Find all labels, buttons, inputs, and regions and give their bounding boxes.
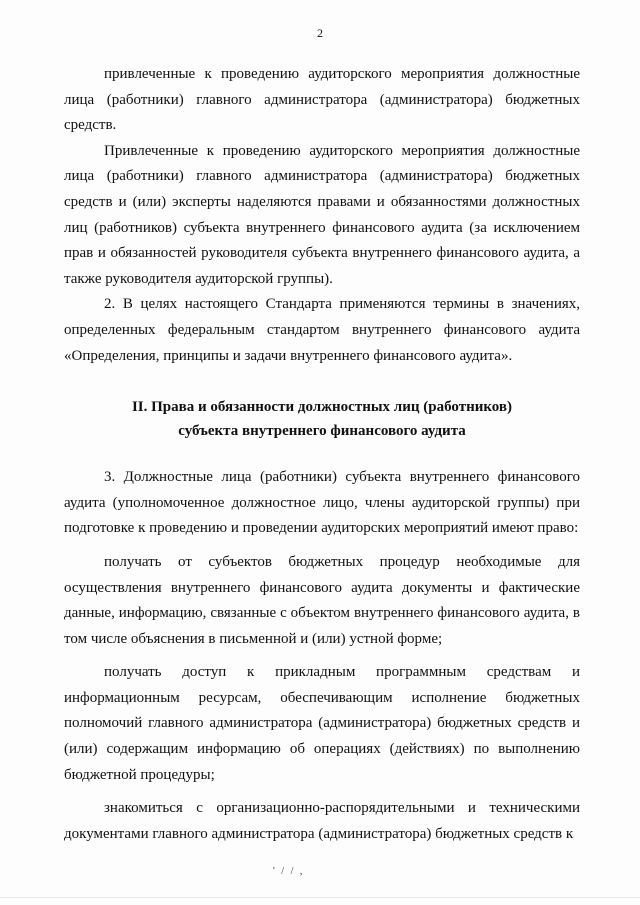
section-heading	[64, 395, 580, 443]
paragraph-right-access-software: получать доступ к прикладным программным средствам и информационным ресурсам, обеспечивающим исполнение бюджетных полномочий главного администратора (администратора) бюджетных средств и (или) содержащим информацию об операциях (действиях) по выполнению бюджетной процедуры;	[64, 664, 580, 783]
section-heading-line-1: II. Права и обязанности должностных лиц (работников)	[131, 399, 513, 416]
paragraph-right-obtain-documents: получать от субъектов бюджетных процедур необходимые для осуществления внутреннего финансового аудита документы и фактические данные, информацию, связанные с объектом внутреннего финансового аудита, в том числе объяснения в письменной и (или) устной форме;	[64, 553, 580, 647]
document-body	[64, 62, 580, 847]
paragraph-rights-intro: 3. Должностные лица (работники) субъекта внутреннего финансового аудита (уполномоченное должностное лицо, члены аудиторской группы) при подготовке к проведению и проведении аудиторских мероприятий имеют право:	[64, 469, 580, 537]
paragraph-continuation: привлеченные к проведению аудиторского мероприятия должностные лица (работники) главного администратора (администратора) бюджетных средств.	[64, 66, 580, 134]
paragraph-involved-persons: Привлеченные к проведению аудиторского мероприятия должностные лица (работники) главного администратора (администратора) бюджетных средств и (или) эксперты наделяются правами и обязанностями должностных лиц (работников) субъекта внутреннего финансового аудита (за исключением прав и обязанностей руководителя субъекта внутреннего финансового аудита, а также руководителя аудиторской группы).	[64, 142, 580, 287]
paragraph-terms: 2. В целях настоящего Стандарта применяются термины в значениях, определенных федеральным стандартом внутреннего финансового аудита «Определения, принципы и задачи внутреннего финансового аудита».	[64, 296, 580, 364]
paragraph-right-review-documents: знакомиться с организационно-распорядительными и техническими документами главного администратора (администратора) бюджетных средств к	[64, 800, 580, 842]
page-edge-divider	[0, 897, 640, 898]
page-number: 2	[317, 26, 323, 40]
footer-mark: ' / / ,	[273, 866, 305, 877]
section-heading-line-2: субъекта внутреннего финансового аудита	[178, 423, 466, 440]
